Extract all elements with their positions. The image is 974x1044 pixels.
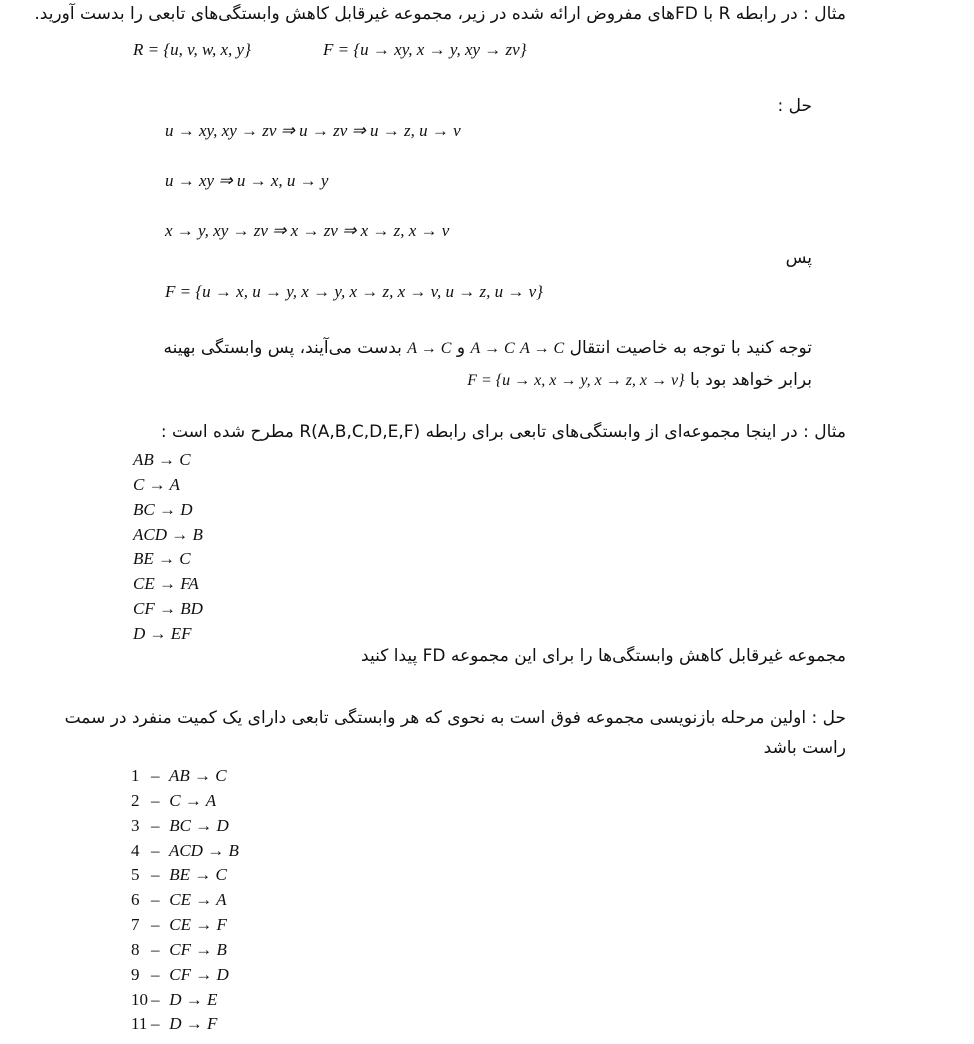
- item-fd: D → F: [169, 1014, 218, 1033]
- item-dash: –: [151, 1014, 160, 1033]
- fd-item: CE → FA: [133, 574, 199, 593]
- numbered-fd-item: [131, 864, 227, 886]
- example1-step-2: u → xy ⇒ u → x, u → y: [165, 171, 329, 190]
- note2-text: برابر خواهد بود با: [689, 370, 812, 390]
- example1-full-fd-set: F = {u → x, u → y, x → y, x → z, x → v, u → z, u → v}: [165, 282, 543, 301]
- numbered-fd-item: [131, 939, 227, 961]
- item-number: 5: [131, 865, 140, 884]
- item-fd: C → A: [169, 791, 217, 810]
- item-number: 8: [131, 940, 140, 959]
- item-fd: AB → C: [168, 766, 227, 785]
- item-dash: –: [151, 841, 160, 860]
- example1-then-label: پس: [785, 248, 812, 268]
- item-number: 11: [131, 1014, 148, 1033]
- numbered-fd-item: [131, 840, 239, 862]
- example1-solution-label: حل :: [777, 96, 812, 116]
- example1-note-line2: [467, 366, 812, 395]
- item-dash: –: [151, 915, 160, 934]
- example1-note-line1: [164, 334, 812, 363]
- item-dash: –: [151, 940, 160, 959]
- fd-item: BC → D: [133, 500, 193, 519]
- item-dash: –: [151, 890, 160, 909]
- item-number: 1: [131, 766, 140, 785]
- item-fd: D → E: [169, 990, 218, 1009]
- note-math-3: A → C: [407, 340, 452, 357]
- example1-fd-set: F = {u → xy, x → y, xy → zv}: [323, 40, 527, 59]
- item-dash: –: [151, 990, 160, 1009]
- fd-item: C → A: [133, 475, 180, 494]
- item-dash: –: [151, 816, 160, 835]
- note-and: و: [456, 338, 466, 358]
- fd-item: D → EF: [133, 624, 192, 643]
- fd-item: AB → C: [133, 450, 191, 469]
- item-fd: BE → C: [169, 865, 227, 884]
- item-number: 10: [131, 990, 148, 1009]
- item-number: 7: [131, 915, 140, 934]
- example1-heading: مثال : در رابطه R با FDهای مفروض ارائه شده در زیر، مجموعه غیرقابل کاهش وابستگی‌های تابعی را بدست آورید.: [34, 4, 846, 24]
- item-fd: BC → D: [169, 816, 229, 835]
- example2-task: مجموعه غیرقابل کاهش وابستگی‌ها را برای این مجموعه FD پیدا کنید: [361, 646, 846, 666]
- item-dash: –: [151, 965, 160, 984]
- note-text-b: بدست می‌آیند، پس وابستگی بهینه: [163, 338, 402, 358]
- item-number: 6: [131, 890, 140, 909]
- item-fd: CE → F: [169, 915, 227, 934]
- item-dash: –: [151, 766, 160, 785]
- item-number: 9: [131, 965, 140, 984]
- note2-math: F = {u → x, x → y, x → z, x → v}: [467, 372, 685, 389]
- note-math-1: A → C: [520, 340, 565, 357]
- note-text-a: توجه کنید با توجه به خاصیت انتقال: [569, 338, 812, 358]
- item-number: 2: [131, 791, 140, 810]
- numbered-fd-item: [131, 914, 227, 936]
- fd-item: CF → BD: [133, 599, 203, 618]
- example2-heading: مثال : در اینجا مجموعه‌ای از وابستگی‌های تابعی برای رابطه R(A,B,C,D,E,F) مطرح شده است :: [160, 422, 846, 442]
- item-fd: CF → B: [169, 940, 227, 959]
- item-dash: –: [151, 865, 160, 884]
- item-fd: ACD → B: [168, 841, 239, 860]
- numbered-fd-item: [131, 1013, 217, 1035]
- numbered-fd-item: [131, 765, 227, 787]
- example1-relation-r: R = {u, v, w, x, y}: [133, 40, 251, 59]
- example1-step-1: u → xy, xy → zv ⇒ u → zv ⇒ u → z, u → v: [165, 121, 461, 140]
- fd-item: BE → C: [133, 549, 191, 568]
- item-number: 4: [131, 841, 140, 860]
- item-fd: CF → D: [169, 965, 229, 984]
- numbered-fd-item: [131, 964, 229, 986]
- item-fd: CE → A: [169, 890, 227, 909]
- item-dash: –: [151, 791, 160, 810]
- note-math-2: A → C: [470, 340, 515, 357]
- example2-solution-line2: راست باشد: [763, 738, 846, 758]
- fd-item: ACD → B: [133, 525, 203, 544]
- numbered-fd-item: [131, 889, 227, 911]
- item-number: 3: [131, 816, 140, 835]
- numbered-fd-item: [131, 790, 216, 812]
- numbered-fd-item: [131, 989, 217, 1011]
- example2-solution-line1: حل : اولین مرحله بازنویسی مجموعه فوق است به نحوی که هر وابستگی تابعی دارای یک کمیت منفرد در سمت: [64, 708, 846, 728]
- numbered-fd-item: [131, 815, 229, 837]
- example1-step-3: x → y, xy → zv ⇒ x → zv ⇒ x → z, x → v: [165, 221, 450, 240]
